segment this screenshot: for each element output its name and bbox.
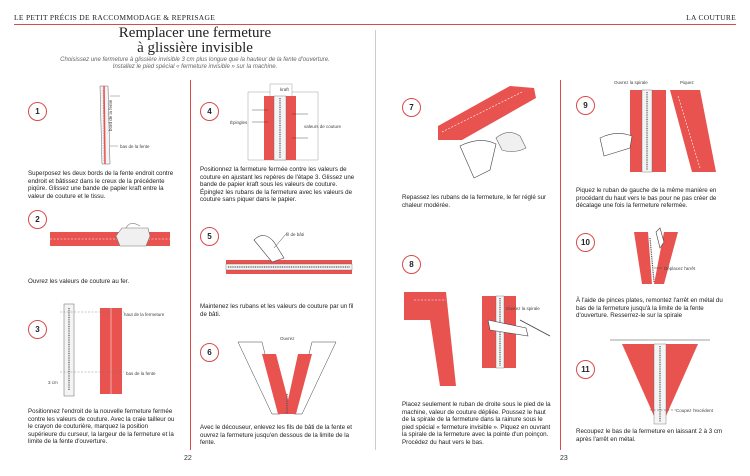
article-title-block [80, 26, 310, 56]
step-3-label-haut: haut de la fermeture [124, 312, 165, 317]
step-7-illustration [430, 78, 560, 183]
step-2-badge: 2 [28, 210, 47, 229]
step-4-illustration [230, 80, 342, 160]
step-10-label-arret: Déplacez l'arrêt [664, 266, 696, 271]
step-3-text: Positionnez l'endroit de la nouvelle fermeture fermée contre les valeurs de couture. Avec la craie tailleur ou le crayon de couturière, marquez la position supérieure du curseur, la largeur de la fermeture et la limite de la fente d'ouverture. [28, 408, 175, 446]
step-3-illustration [48, 300, 170, 400]
step-3-label-bas: bas de la fente [126, 371, 156, 376]
step-11-label-coupez: Coupez l'excédent [676, 408, 713, 413]
step-2-text: Ouvrez les valeurs de couture au fer. [28, 278, 130, 285]
column-divider-1 [190, 80, 191, 450]
step-6-illustration [232, 334, 342, 418]
step-5-illustration [224, 228, 354, 283]
spread-gutter [375, 30, 376, 450]
step-3-label-3cm: 3 cm [48, 380, 58, 385]
article-title-line2: à glissière invisible [137, 40, 253, 56]
step-9-badge: 9 [576, 96, 595, 115]
step-11-illustration [610, 336, 730, 426]
step-8-label-spirale: Ouvrez la spirale [506, 306, 540, 311]
step-6-text: Avec le découseur, enlevez les fils de bâti de la fente et ouvrez la fermeture jusqu'en dessous de la limite de la fente. [200, 424, 352, 447]
step-6-badge: 6 [200, 343, 219, 362]
right-running-head: LA COUTURE [686, 13, 736, 22]
step-9-label-piquez: Piquez [680, 80, 694, 85]
step-1-illustration [80, 76, 160, 166]
step-9-illustration [600, 76, 730, 176]
step-4-label-valeurs: valeurs de couture [304, 124, 342, 129]
step-4-text: Positionnez la fermeture fermée contre les valeurs de couture en ajustant les repères de l'étape 3. Glissez une bande de papier kraft sous les valeurs de couture. Épinglez les rubans de la fermeture avec les valeurs de couture sans piquer dans le papier. [200, 166, 355, 204]
step-2-illustration [50, 222, 170, 262]
step-10-illustration [624, 228, 714, 288]
step-6-label-ouvrez: Ouvrez [280, 336, 295, 341]
step-11-text: Recoupez le bas de la fermeture en laissant 2 à 3 cm après l'arrêt en métal. [576, 428, 723, 443]
step-7-text: Repassez les rubans de la fermeture, le fer réglé sur chaleur modérée. [402, 194, 547, 209]
article-title-line1: Remplacer une fermeture [118, 25, 272, 41]
step-1-label-bord: bord de la fente [108, 99, 113, 131]
step-9-text: Piquez le ruban de gauche de la même manière en procédant du haut vers le bas pour ne pas créer de décalage une fois la fermeture refermée. [576, 187, 717, 210]
page-number-left: 22 [184, 455, 192, 462]
page-number-right: 23 [560, 455, 568, 462]
step-4-badge: 4 [200, 102, 219, 121]
step-8-illustration [400, 280, 555, 390]
step-1-label-bas: bas de la fente [120, 144, 150, 149]
step-9-label-ouvrez: Ouvrez la spirale [614, 80, 648, 85]
step-1-text: Superposez les deux bords de la fente endroit contre endroit et bâtissez dans le creux de la précédente piqûre. Glissez une bande de papier kraft entre la valeur de couture et le tissu. [28, 170, 174, 200]
article-subtitle: Choisissez une fermeture à glissière invisible 3 cm plus longue que la hauteur de la fente d'ouverture. Installez le pied spécial « fermeture invisible » sur la machine. [60, 57, 330, 70]
step-8-badge: 8 [402, 255, 421, 274]
step-4-label-epingles: Épingles [230, 120, 248, 125]
step-10-text: À l'aide de pinces plates, remontez l'arrêt en métal du bas de la fermeture jusqu'à la limite de la fente d'ouverture. Resserrez-le sur la spirale [576, 297, 723, 320]
step-1-badge: 1 [28, 102, 47, 121]
step-3-badge: 3 [28, 320, 47, 339]
step-10-badge: 10 [576, 233, 595, 252]
column-divider-2 [560, 80, 561, 450]
step-7-badge: 7 [402, 98, 421, 117]
step-5-text: Maintenez les rubans et les valeurs de couture par un fil de bâti. [200, 303, 354, 318]
step-11-badge: 11 [576, 360, 595, 379]
step-5-label-fil: fil de bâti [286, 232, 305, 237]
step-4-label-kraft: kraft [280, 87, 289, 92]
left-running-head: LE PETIT PRÉCIS DE RACCOMMODAGE & REPRISAGE [14, 13, 216, 22]
step-8-text: Placez seulement le ruban de droite sous le pied de la machine, valeur de couture dépliée. Poussez le haut de la spirale de la fermeture dans la rainure sous le pied spécial « fermeture invisible ». Piquez en ouvrant la spirale de la fermeture avec la pointe d'un poinçon. Procédez du haut vers le bas. [402, 401, 551, 446]
step-5-badge: 5 [200, 227, 219, 246]
